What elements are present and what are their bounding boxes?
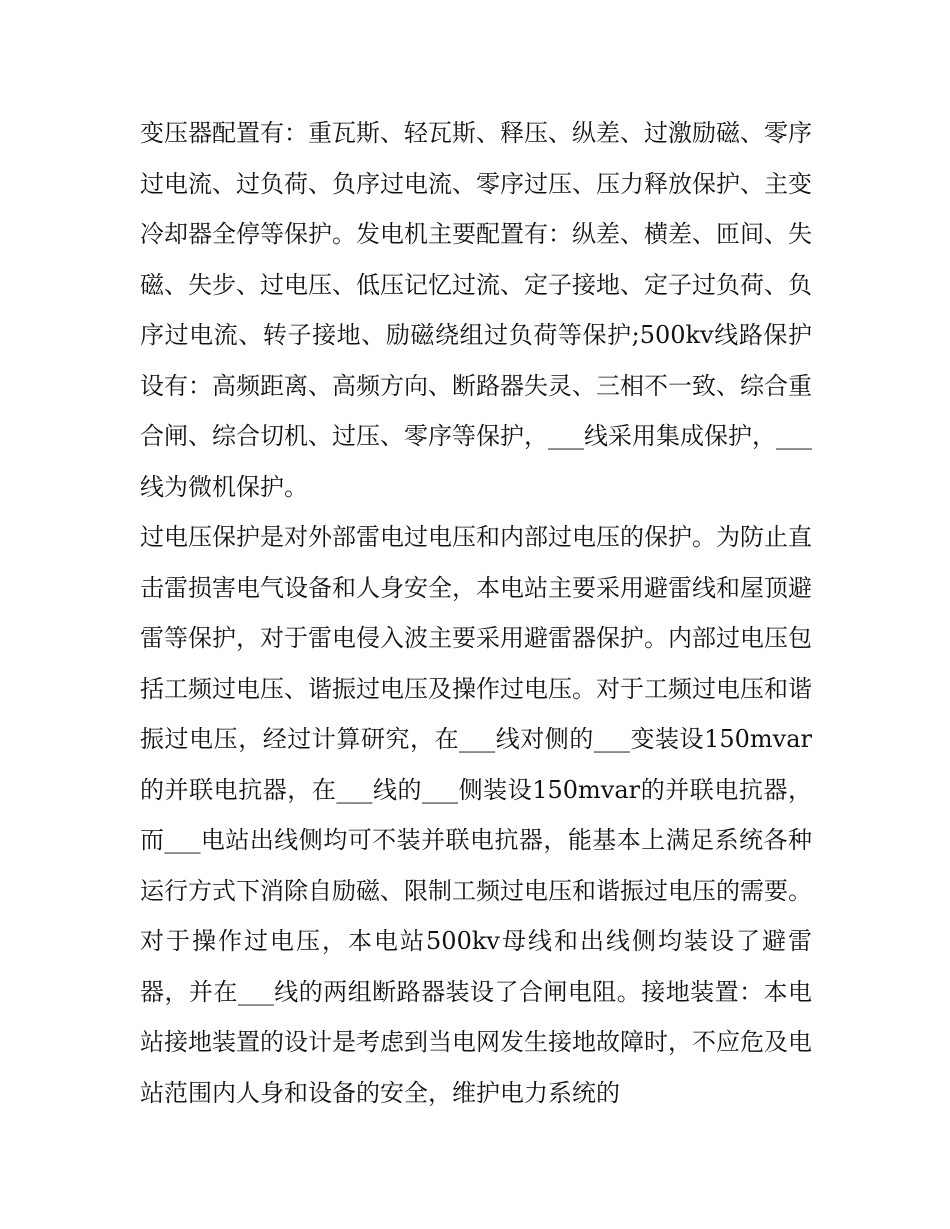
document-body xyxy=(140,108,812,1118)
paragraph-protection-config: 变压器配置有：重瓦斯、轻瓦斯、释压、纵差、过激励磁、零序过电流、过负荷、负序过电流、零序过压、压力释放保护、主变冷却器全停等保护。发电机主要配置有：纵差、横差、匝间、失磁、失步、过电压、低压记忆过流、定子接地、定子过负荷、负序过电流、转子接地、励磁绕组过负荷等保护;500kv线路保护设有：高频距离、高频方向、断路器失灵、三相不一致、综合重合闸、综合切机、过压、零序等保护，___线采用集成保护，___线为微机保护。 xyxy=(140,119,812,501)
paragraph-overvoltage-protection: 过电压保护是对外部雷电过电压和内部过电压的保护。为防止直击雷损害电气设备和人身安全，本电站主要采用避雷线和屋顶避雷等保护，对于雷电侵入波主要采用避雷器保护。内部过电压包括工频过电压、谐振过电压及操作过电压。对于工频过电压和谐振过电压，经过计算研究，在___线对侧的___变装设150mvar的并联电抗器，在___线的___侧装设150mvar的并联电抗器，而___电站出线侧均可不装并联电抗器，能基本上满足系统各种运行方式下消除自励磁、限制工频过电压和谐振过电压的需要。对于操作过电压，本电站500kv母线和出线侧均装设了避雷器，并在___线的两组断路器装设了合闸电阻。接地装置：本电站接地装置的设计是考虑到当电网发生接地故障时，不应危及电站范围内人身和设备的安全，维护电力系统的 xyxy=(140,523,812,1107)
